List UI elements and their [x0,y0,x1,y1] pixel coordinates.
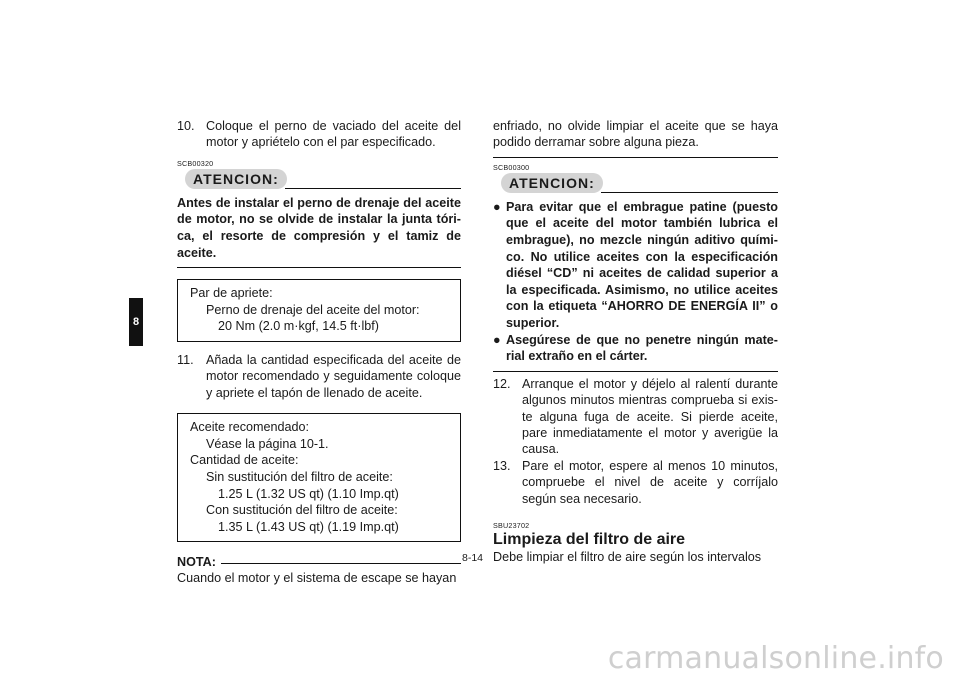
caution-code: SCB00320 [177,158,214,168]
caution-header [177,169,461,191]
nota-end-rule [493,157,778,158]
nota-label: NOTA: [177,555,216,570]
bullet-icon: ● [493,199,501,214]
step-text: Añada la cantidad especificada del aceite de motor recomendado y seguidamente coloque y apriete el tapón de llenado de aceite. [206,352,461,400]
caution-end-rule [493,371,778,372]
caution-code: SCB00300 [493,162,530,172]
left-column [177,118,461,587]
section-title: Limpieza del filtro de aire [493,531,686,548]
caution-bullet-1 [493,199,778,332]
nota-rule [221,563,461,564]
caution-bullet-2 [493,332,778,365]
caution-end-rule [177,267,461,268]
step-text: Pare el motor, espere al menos 10 minutos, compruebe el nivel de aceite y corríjalo según sea necesario. [522,458,778,506]
bullet-text: Para evitar que el embrague patine (puesto que el aceite del motor también lubrica el embrague), no mezcle ningún aditivo quími-co. No utilice aceites con la especificación diésel “CD” ni aceites de calidad superior a la especificada. Asimismo, no utilice aceites con la etiqueta “AHORRO DE ENERGÍA II” o superior. [506,199,778,330]
oil-spec-box [177,413,461,542]
step-11 [177,352,461,401]
caution-label: ATENCION: [501,173,603,193]
caution-label: ATENCION: [185,169,287,189]
torque-label: Par de apriete: [190,286,273,301]
step-number: 12. [493,376,511,391]
step-13 [493,458,778,507]
step-number: 10. [177,119,195,133]
caution-rule [285,188,461,189]
step-text: Coloque el perno de vaciado del aceite del motor y apriételo con el par especificado. [206,119,461,150]
section-text: Debe limpiar el filtro de aire según los intervalos [493,550,762,564]
oil-with-filter-value: 1.35 L (1.43 US qt) (1.19 Imp.qt) [218,519,399,534]
torque-value: 20 Nm (2.0 m·kgf, 14.5 ft·lbf) [218,319,379,334]
step-12 [493,376,778,458]
oil-with-filter-label: Con sustitución del filtro de aceite: [206,503,398,518]
oil-without-filter-value: 1.25 L (1.32 US qt) (1.10 Imp.qt) [218,486,399,501]
oil-recommended-label: Aceite recomendado: [190,420,310,435]
caution-rule [601,192,778,193]
bullet-icon: ● [493,332,501,347]
nota-header [177,554,461,570]
page-number: 8-14 [462,552,484,564]
oil-without-filter-label: Sin sustitución del filtro de aceite: [206,469,393,484]
torque-item: Perno de drenaje del aceite del motor: [206,302,420,317]
chapter-tab: 8 [129,298,143,346]
bullet-text: Asegúrese de que no penetre ningún mate-rial extraño en el cárter. [506,332,778,364]
right-column [493,118,778,565]
torque-spec-box [177,279,461,342]
caution-header [493,173,778,195]
oil-recommended-ref: Véase la página 10-1. [206,436,329,451]
step-10 [177,118,461,151]
step-text: Arranque el motor y déjelo al ralentí durante algunos minutos mientras comprueba si exis-te alguna fuga de aceite. Si pierde aceite, pare inmediatamente el motor y averigüe la causa. [522,376,778,457]
step-number: 13. [493,458,511,473]
caution-text: Antes de instalar el perno de drenaje del aceite de motor, no se olvide de instalar la junta tóri-ca, el resorte de compresión y el tamiz de aceite. [177,195,461,260]
watermark: carmanualsonline.info [607,641,944,676]
continued-text: enfriado, no olvide limpiar el aceite que se haya podido derramar sobre alguna pieza. [493,119,778,150]
section-code: SBU23702 [493,521,530,530]
nota-text: Cuando el motor y el sistema de escape se hayan [177,571,457,586]
step-number: 11. [177,352,194,367]
oil-quantity-label: Cantidad de aceite: [190,453,299,468]
